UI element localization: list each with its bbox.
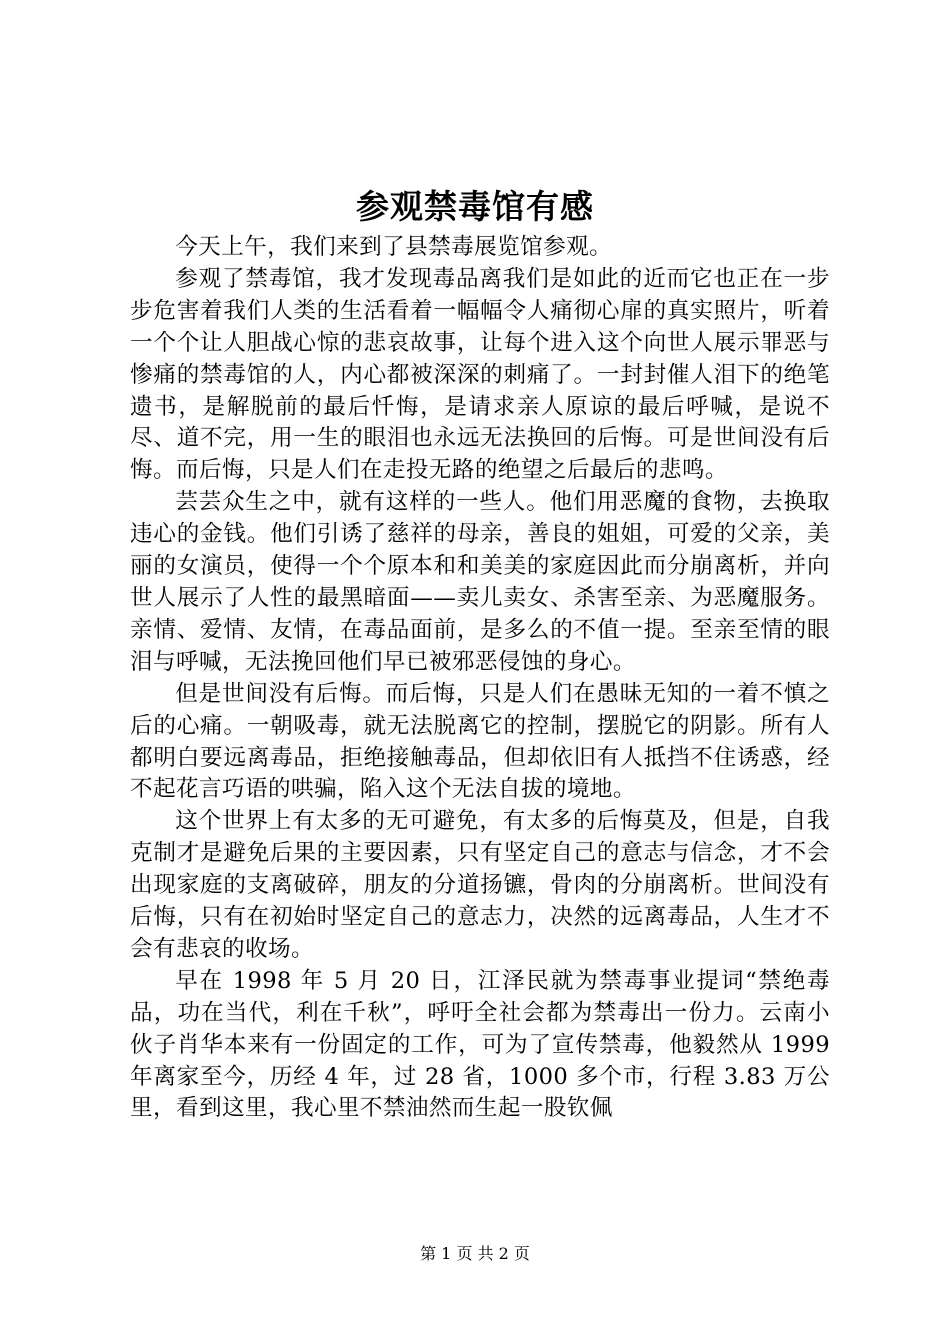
document-body — [130, 232, 830, 1125]
document-title: 参观禁毒馆有感 — [356, 187, 594, 226]
paragraph-3: 芸芸众生之中，就有这样的一些人。他们用恶魔的食物，去换取违心的金钱。他们引诱了慈祥的母亲，善良的姐姐，可爱的父亲，美丽的女演员，使得一个个原本和和美美的家庭因此而分崩离析，并向世人展示了人性的最黑暗面——卖儿卖女、杀害至亲、为恶魔服务。亲情、爱情、友情，在毒品面前，是多么的不值一提。至亲至情的眼泪与呼喊，无法挽回他们早已被邪恶侵蚀的身心。 — [130, 489, 830, 675]
page-footer: 第 1 页 共 2 页 — [420, 1244, 530, 1263]
paragraph-6: 早在 1998 年 5 月 20 日，江泽民就为禁毒事业提词“禁绝毒品，功在当代，利在千秋”，呼吁全社会都为禁毒出一份力。云南小伙子肖华本来有一份固定的工作，可为了宣传禁毒，他毅然从 1999 年离家至今，历经 4 年，过 28 省，1000 多个市，行程 3.83 万公里，看到这里，我心里不禁油然而生起一股钦佩 — [130, 967, 830, 1122]
paragraph-4: 但是世间没有后悔。而后悔，只是人们在愚昧无知的一着不慎之后的心痛。一朝吸毒，就无法脱离它的控制，摆脱它的阴影。所有人都明白要远离毒品，拒绝接触毒品，但却依旧有人抵挡不住诱惑，经不起花言巧语的哄骗，陷入这个无法自拔的境地。 — [130, 680, 830, 803]
paragraph-1: 今天上午，我们来到了县禁毒展览馆参观。 — [175, 234, 613, 260]
paragraph-2: 参观了禁毒馆，我才发现毒品离我们是如此的近而它也正在一步步危害着我们人类的生活看着一幅幅令人痛彻心扉的真实照片，听着一个个让人胆战心惊的悲哀故事，让每个进入这个向世人展示罪恶与惨痛的禁毒馆的人，内心都被深深的刺痛了。一封封催人泪下的绝笔遗书，是解脱前的最后忏悔，是请求亲人原谅的最后呼喊，是说不尽、道不完，用一生的眼泪也永远无法换回的后悔。可是世间没有后悔。而后悔，只是人们在走投无路的绝望之后最后的悲鸣。 — [130, 265, 830, 484]
paragraph-5: 这个世界上有太多的无可避免，有太多的后悔莫及，但是，自我克制才是避免后果的主要因素，只有坚定自己的意志与信念，才不会出现家庭的支离破碎，朋友的分道扬镳，骨肉的分崩离析。世间没有后悔，只有在初始时坚定自己的意志力，决然的远离毒品，人生才不会有悲哀的收场。 — [130, 808, 830, 962]
